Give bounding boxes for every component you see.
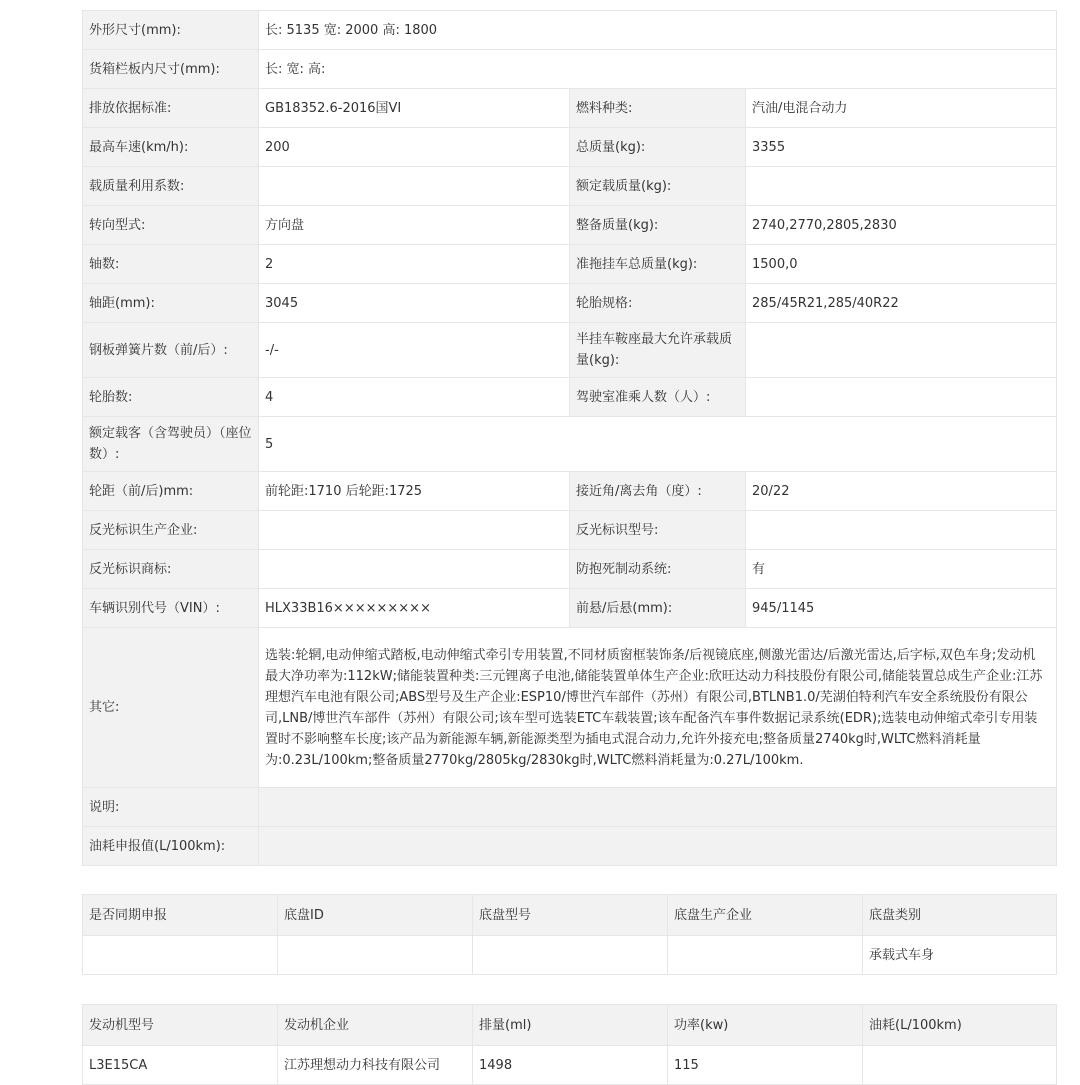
total-mass-value: 3355 (746, 128, 1057, 167)
spec-row-steering (83, 206, 1057, 245)
spec-row-emission (83, 89, 1057, 128)
engine-header-row (83, 1005, 1057, 1046)
engine-col-displacement: 排量(ml) (473, 1005, 668, 1046)
wheelbase-label: 轴距(mm): (83, 284, 259, 323)
chassis-col-same-period: 是否同期申报 (83, 895, 278, 936)
spec-row-cargo (83, 50, 1057, 89)
spec-row-wheelbase (83, 284, 1057, 323)
tire-count-value: 4 (259, 378, 570, 417)
emission-label: 排放依据标准: (83, 89, 259, 128)
emission-value: GB18352.6-2016国VI (259, 89, 570, 128)
spec-row-load (83, 167, 1057, 206)
fuel-report-value (259, 827, 1057, 866)
max-speed-value: 200 (259, 128, 570, 167)
steering-value: 方向盘 (259, 206, 570, 245)
engine-data-row (83, 1046, 1057, 1085)
max-speed-label: 最高车速(km/h): (83, 128, 259, 167)
approach-angle-label: 接近角/离去角（度）: (570, 472, 746, 511)
engine-col-model: 发动机型号 (83, 1005, 278, 1046)
engine-cell-fuel (863, 1046, 1057, 1085)
chassis-data-row (83, 936, 1057, 975)
saddle-load-value (746, 323, 1057, 378)
spec-row-passengers (83, 417, 1057, 472)
cargo-size-label: 货箱栏板内尺寸(mm): (83, 50, 259, 89)
axles-label: 轴数: (83, 245, 259, 284)
engine-col-fuel: 油耗(L/100km) (863, 1005, 1057, 1046)
vehicle-specs-table (82, 10, 1057, 866)
chassis-cell-same-period (83, 936, 278, 975)
load-coef-value (259, 167, 570, 206)
wheelbase-value: 3045 (259, 284, 570, 323)
chassis-cell-id (278, 936, 473, 975)
rated-load-label: 额定载质量(kg): (570, 167, 746, 206)
chassis-cell-type: 承载式车身 (863, 936, 1057, 975)
other-label: 其它: (83, 628, 259, 788)
total-mass-label: 总质量(kg): (570, 128, 746, 167)
leaf-spring-label: 钢板弹簧片数（前/后）: (83, 323, 259, 378)
approach-angle-value: 20/22 (746, 472, 1057, 511)
reflect-maker-label: 反光标识生产企业: (83, 511, 259, 550)
curb-mass-value: 2740,2770,2805,2830 (746, 206, 1057, 245)
spec-row-other (83, 628, 1057, 788)
spec-row-reflect-brand (83, 550, 1057, 589)
load-coef-label: 载质量利用系数: (83, 167, 259, 206)
chassis-cell-model (473, 936, 668, 975)
engine-cell-maker: 江苏理想动力科技有限公司 (278, 1046, 473, 1085)
overhang-label: 前悬/后悬(mm): (570, 589, 746, 628)
spec-row-track (83, 472, 1057, 511)
cargo-size-value: 长: 宽: 高: (259, 50, 1057, 89)
reflect-maker-value (259, 511, 570, 550)
engine-col-maker: 发动机企业 (278, 1005, 473, 1046)
abs-value: 有 (746, 550, 1057, 589)
track-value: 前轮距:1710 后轮距:1725 (259, 472, 570, 511)
chassis-col-maker: 底盘生产企业 (668, 895, 863, 936)
spec-row-vin (83, 589, 1057, 628)
fuel-type-value: 汽油/电混合动力 (746, 89, 1057, 128)
chassis-col-model: 底盘型号 (473, 895, 668, 936)
axles-value: 2 (259, 245, 570, 284)
passengers-value: 5 (259, 417, 1057, 472)
spec-row-speed (83, 128, 1057, 167)
spec-row-note (83, 788, 1057, 827)
vin-label: 车辆识别代号（VIN）: (83, 589, 259, 628)
spec-row-reflect-maker (83, 511, 1057, 550)
steering-label: 转向型式: (83, 206, 259, 245)
track-label: 轮距（前/后)mm: (83, 472, 259, 511)
cab-seats-value (746, 378, 1057, 417)
trailer-mass-label: 准拖挂车总质量(kg): (570, 245, 746, 284)
chassis-header-row (83, 895, 1057, 936)
rated-load-value (746, 167, 1057, 206)
fuel-type-label: 燃料种类: (570, 89, 746, 128)
engine-col-power: 功率(kw) (668, 1005, 863, 1046)
dimensions-value: 长: 5135 宽: 2000 高: 1800 (259, 11, 1057, 50)
spec-row-dimensions (83, 11, 1057, 50)
engine-cell-power: 115 (668, 1046, 863, 1085)
cab-seats-label: 驾驶室准乘人数（人）: (570, 378, 746, 417)
abs-label: 防抱死制动系统: (570, 550, 746, 589)
overhang-value: 945/1145 (746, 589, 1057, 628)
passengers-label: 额定载客（含驾驶员）（座位数）: (83, 417, 259, 472)
dimensions-label: 外形尺寸(mm): (83, 11, 259, 50)
note-label: 说明: (83, 788, 259, 827)
trailer-mass-value: 1500,0 (746, 245, 1057, 284)
chassis-cell-maker (668, 936, 863, 975)
engine-cell-model: L3E15CA (83, 1046, 278, 1085)
spec-row-leaf-spring (83, 323, 1057, 378)
reflect-model-label: 反光标识型号: (570, 511, 746, 550)
engine-table (82, 1004, 1057, 1085)
reflect-brand-label: 反光标识商标: (83, 550, 259, 589)
spec-row-axles (83, 245, 1057, 284)
tire-spec-label: 轮胎规格: (570, 284, 746, 323)
spec-row-tires (83, 378, 1057, 417)
fuel-report-label: 油耗申报值(L/100km): (83, 827, 259, 866)
tire-spec-value: 285/45R21,285/40R22 (746, 284, 1057, 323)
spec-row-fuel-report (83, 827, 1057, 866)
chassis-col-type: 底盘类别 (863, 895, 1057, 936)
other-value: 选装:轮辋,电动伸缩式踏板,电动伸缩式牵引专用装置,不同材质窗框装饰条/后视镜底座,侧激光雷达/后激光雷达,后字标,双色车身;发动机最大净功率为:112kW;储能装置种类:三元锂离子电池,储能装置单体生产企业:欣旺达动力科技股份有限公司,储能装置总成生产企业:江苏理想汽车电池有限公司;ABS型号及生产企业:ESP10/博世汽车部件（苏州）有限公司,BTLNB1.0/芜湖伯特利汽车安全系统股份有限公司,LNB/博世汽车部件（苏州）有限公司;该车型可选装ETC车载装置;该车配备汽车事件数据记录系统(EDR);选装电动伸缩式牵引专用装置时不影响整车长度;该产品为新能源车辆,新能源类型为插电式混合动力,允许外接充电;整备质量2740kg时,WLTC燃料消耗量为:0.23L/100km;整备质量2770kg/2805kg/2830kg时,WLTC燃料消耗量为:0.27L/100km. (259, 628, 1057, 788)
vin-value: HLX33B16××××××××× (259, 589, 570, 628)
tire-count-label: 轮胎数: (83, 378, 259, 417)
reflect-brand-value (259, 550, 570, 589)
saddle-load-label: 半挂车鞍座最大允许承载质量(kg): (570, 323, 746, 378)
engine-cell-displacement: 1498 (473, 1046, 668, 1085)
leaf-spring-value: -/- (259, 323, 570, 378)
chassis-table (82, 894, 1057, 975)
curb-mass-label: 整备质量(kg): (570, 206, 746, 245)
note-value (259, 788, 1057, 827)
chassis-col-id: 底盘ID (278, 895, 473, 936)
reflect-model-value (746, 511, 1057, 550)
